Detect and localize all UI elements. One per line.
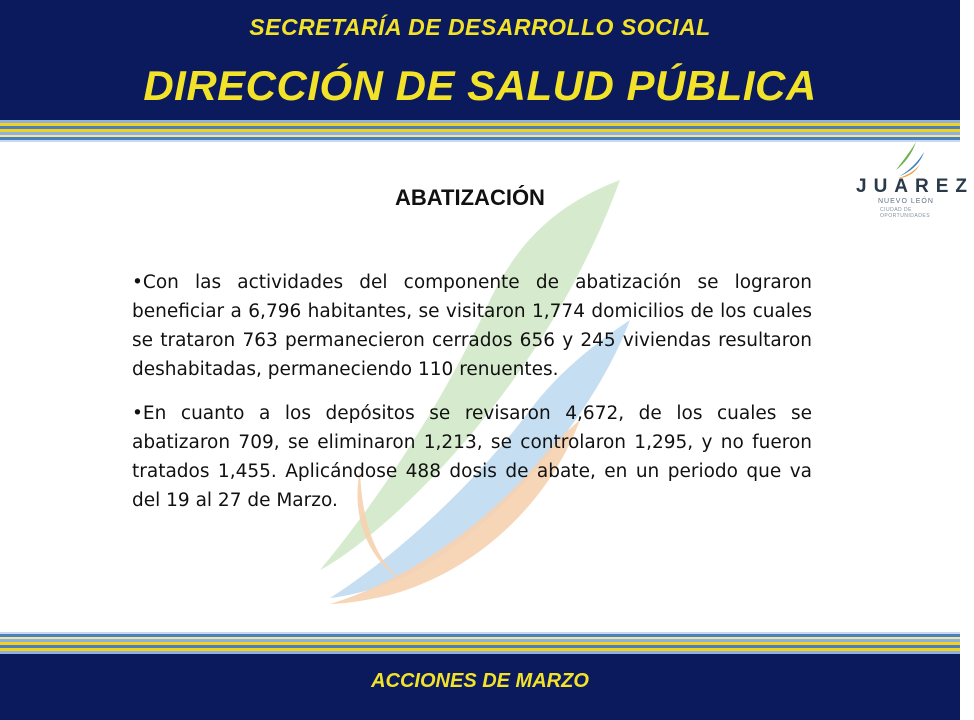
- paragraph-2-text: En cuanto a los depósitos se revisaron 4,672, de los cuales se abatizaron 709, se eliminaron 1,213, se controlaron 1,295, y no fueron tratados 1,455. Aplicándose 488 dosis de abate, en un periodo que va del 19 al 27 de Marzo.: [132, 403, 812, 511]
- header-stripes: [0, 116, 960, 146]
- department-title: DIRECCIÓN DE SALUD PÚBLICA: [143, 62, 817, 109]
- bullet-icon: •: [132, 403, 143, 424]
- paragraph-1-text: Con las actividades del componente de abatización se lograron beneficiar a 6,796 habitantes, se visitaron 1,774 domicilios de los cuales se trataron 763 permanecieron cerrados 656 y 245 viviendas resultaron deshabitadas, permaneciendo 110 renuentes.: [132, 272, 812, 380]
- paragraph-2: [132, 399, 812, 515]
- organization-title: SECRETARÍA DE DESARROLLO SOCIAL: [249, 14, 711, 40]
- logo-tagline: CIUDAD DE OPORTUNIDADES: [880, 207, 931, 219]
- logo-wordmark: JUAREZ: [856, 176, 974, 197]
- bullet-icon: •: [132, 272, 143, 293]
- logo-subtitle: NUEVO LEÓN: [878, 198, 934, 205]
- footer-title: ACCIONES DE MARZO: [371, 670, 589, 692]
- content-body: [132, 268, 812, 530]
- juarez-emblem-icon: [856, 140, 960, 180]
- section-title: ABATIZACIÓN: [395, 185, 545, 210]
- header-banner: [0, 0, 960, 116]
- footer-banner: [0, 656, 960, 720]
- paragraph-1: [132, 268, 812, 384]
